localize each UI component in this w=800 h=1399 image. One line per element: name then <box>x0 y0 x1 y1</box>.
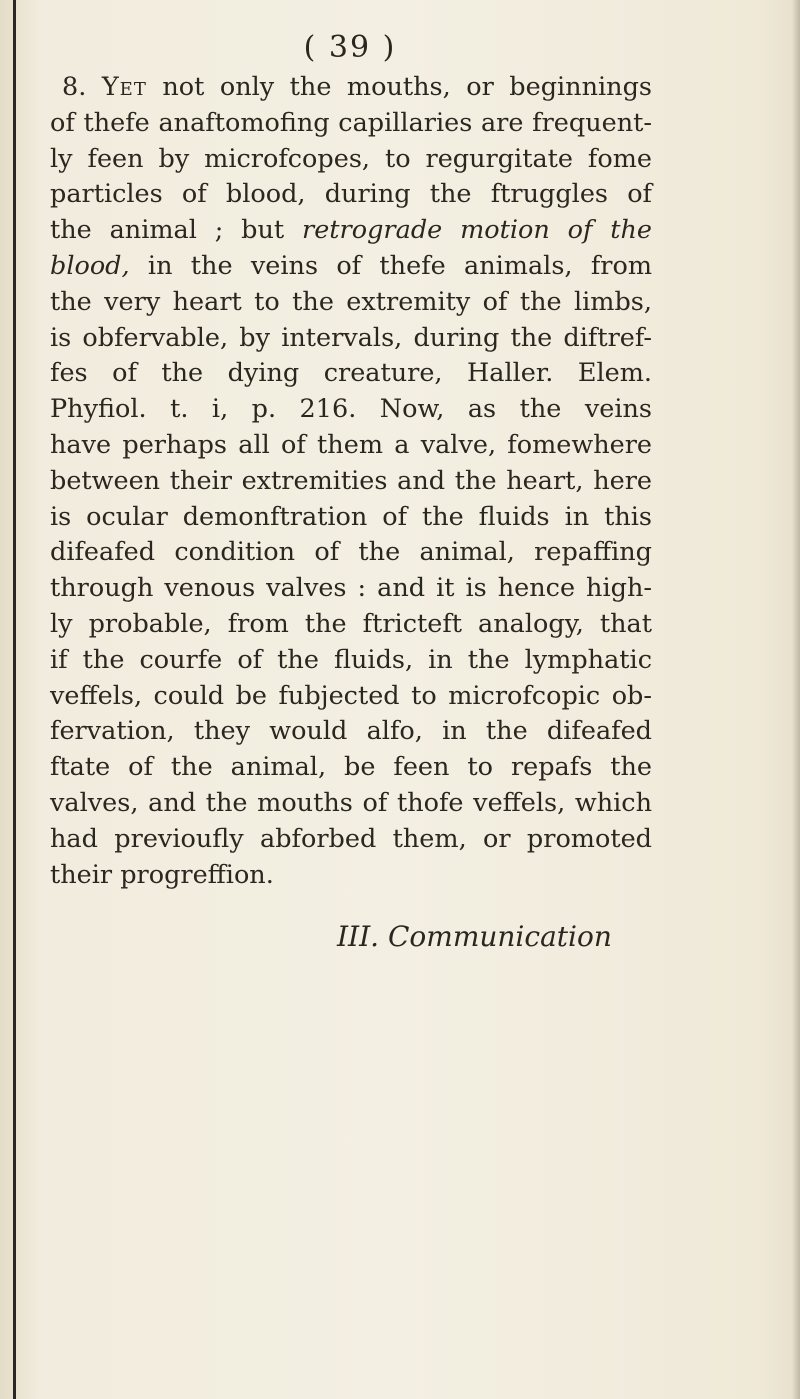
text-line: of thefe anaftomofing capillaries are frequent- <box>50 107 652 138</box>
catchword: III. Communication <box>337 920 612 953</box>
text-line: through venous valves : and it is hence high- <box>50 573 652 604</box>
text-line: ly probable, from the ftricteft analogy, that <box>50 608 652 639</box>
text-line: between their extremities and the heart, here <box>50 465 652 496</box>
text-line: blood, in the veins of thefe animals, from <box>50 250 652 281</box>
text-line: if the courfe of the fluids, in the lymphatic <box>50 644 652 675</box>
lead-word: Yet <box>101 72 147 102</box>
page-number: ( 39 ) <box>303 30 397 65</box>
text-line: particles of blood, during the ftruggles of <box>50 179 652 210</box>
text-line: difeafed condition of the animal, repaffing <box>50 537 652 568</box>
text-line: 8. Yet not only the mouths, or beginnings <box>62 72 653 102</box>
text-line: had previoufly abforbed them, or promoted <box>50 823 652 854</box>
text-line: Phyfiol. t. i, p. 216. Now, as the veins <box>50 394 652 425</box>
text-line: fervation, they would alfo, in the difeafed <box>50 716 652 747</box>
paragraph-number: 8. <box>62 72 87 102</box>
text-line: the very heart to the extremity of the limbs, <box>50 286 652 317</box>
text-line: the animal ; but retrograde motion of the <box>50 215 653 246</box>
text-line: valves, and the mouths of thofe veffels, which <box>50 787 652 818</box>
text-line: ly feen by microfcopes, to regurgitate fome <box>50 143 652 174</box>
italic-phrase: blood, <box>50 250 130 281</box>
text-line: veffels, could be fubjected to microfcopic ob- <box>50 680 652 711</box>
text-line: ftate of the animal, be feen to repafs the <box>50 752 652 783</box>
italic-phrase: retrograde motion of the <box>302 215 653 246</box>
text-line: is ocular demonftration of the fluids in this <box>50 501 652 532</box>
page-edge-shadow <box>792 0 800 1399</box>
text-line: their progreffion. <box>50 859 274 890</box>
text-line: is obfervable, by intervals, during the diftref- <box>50 322 652 353</box>
binding-gutter-line <box>13 0 16 1399</box>
paragraph-8 <box>50 70 652 893</box>
text-line: have perhaps all of them a valve, fomewhere <box>50 429 652 460</box>
text-line: fes of the dying creature, Haller. Elem. <box>50 358 652 389</box>
